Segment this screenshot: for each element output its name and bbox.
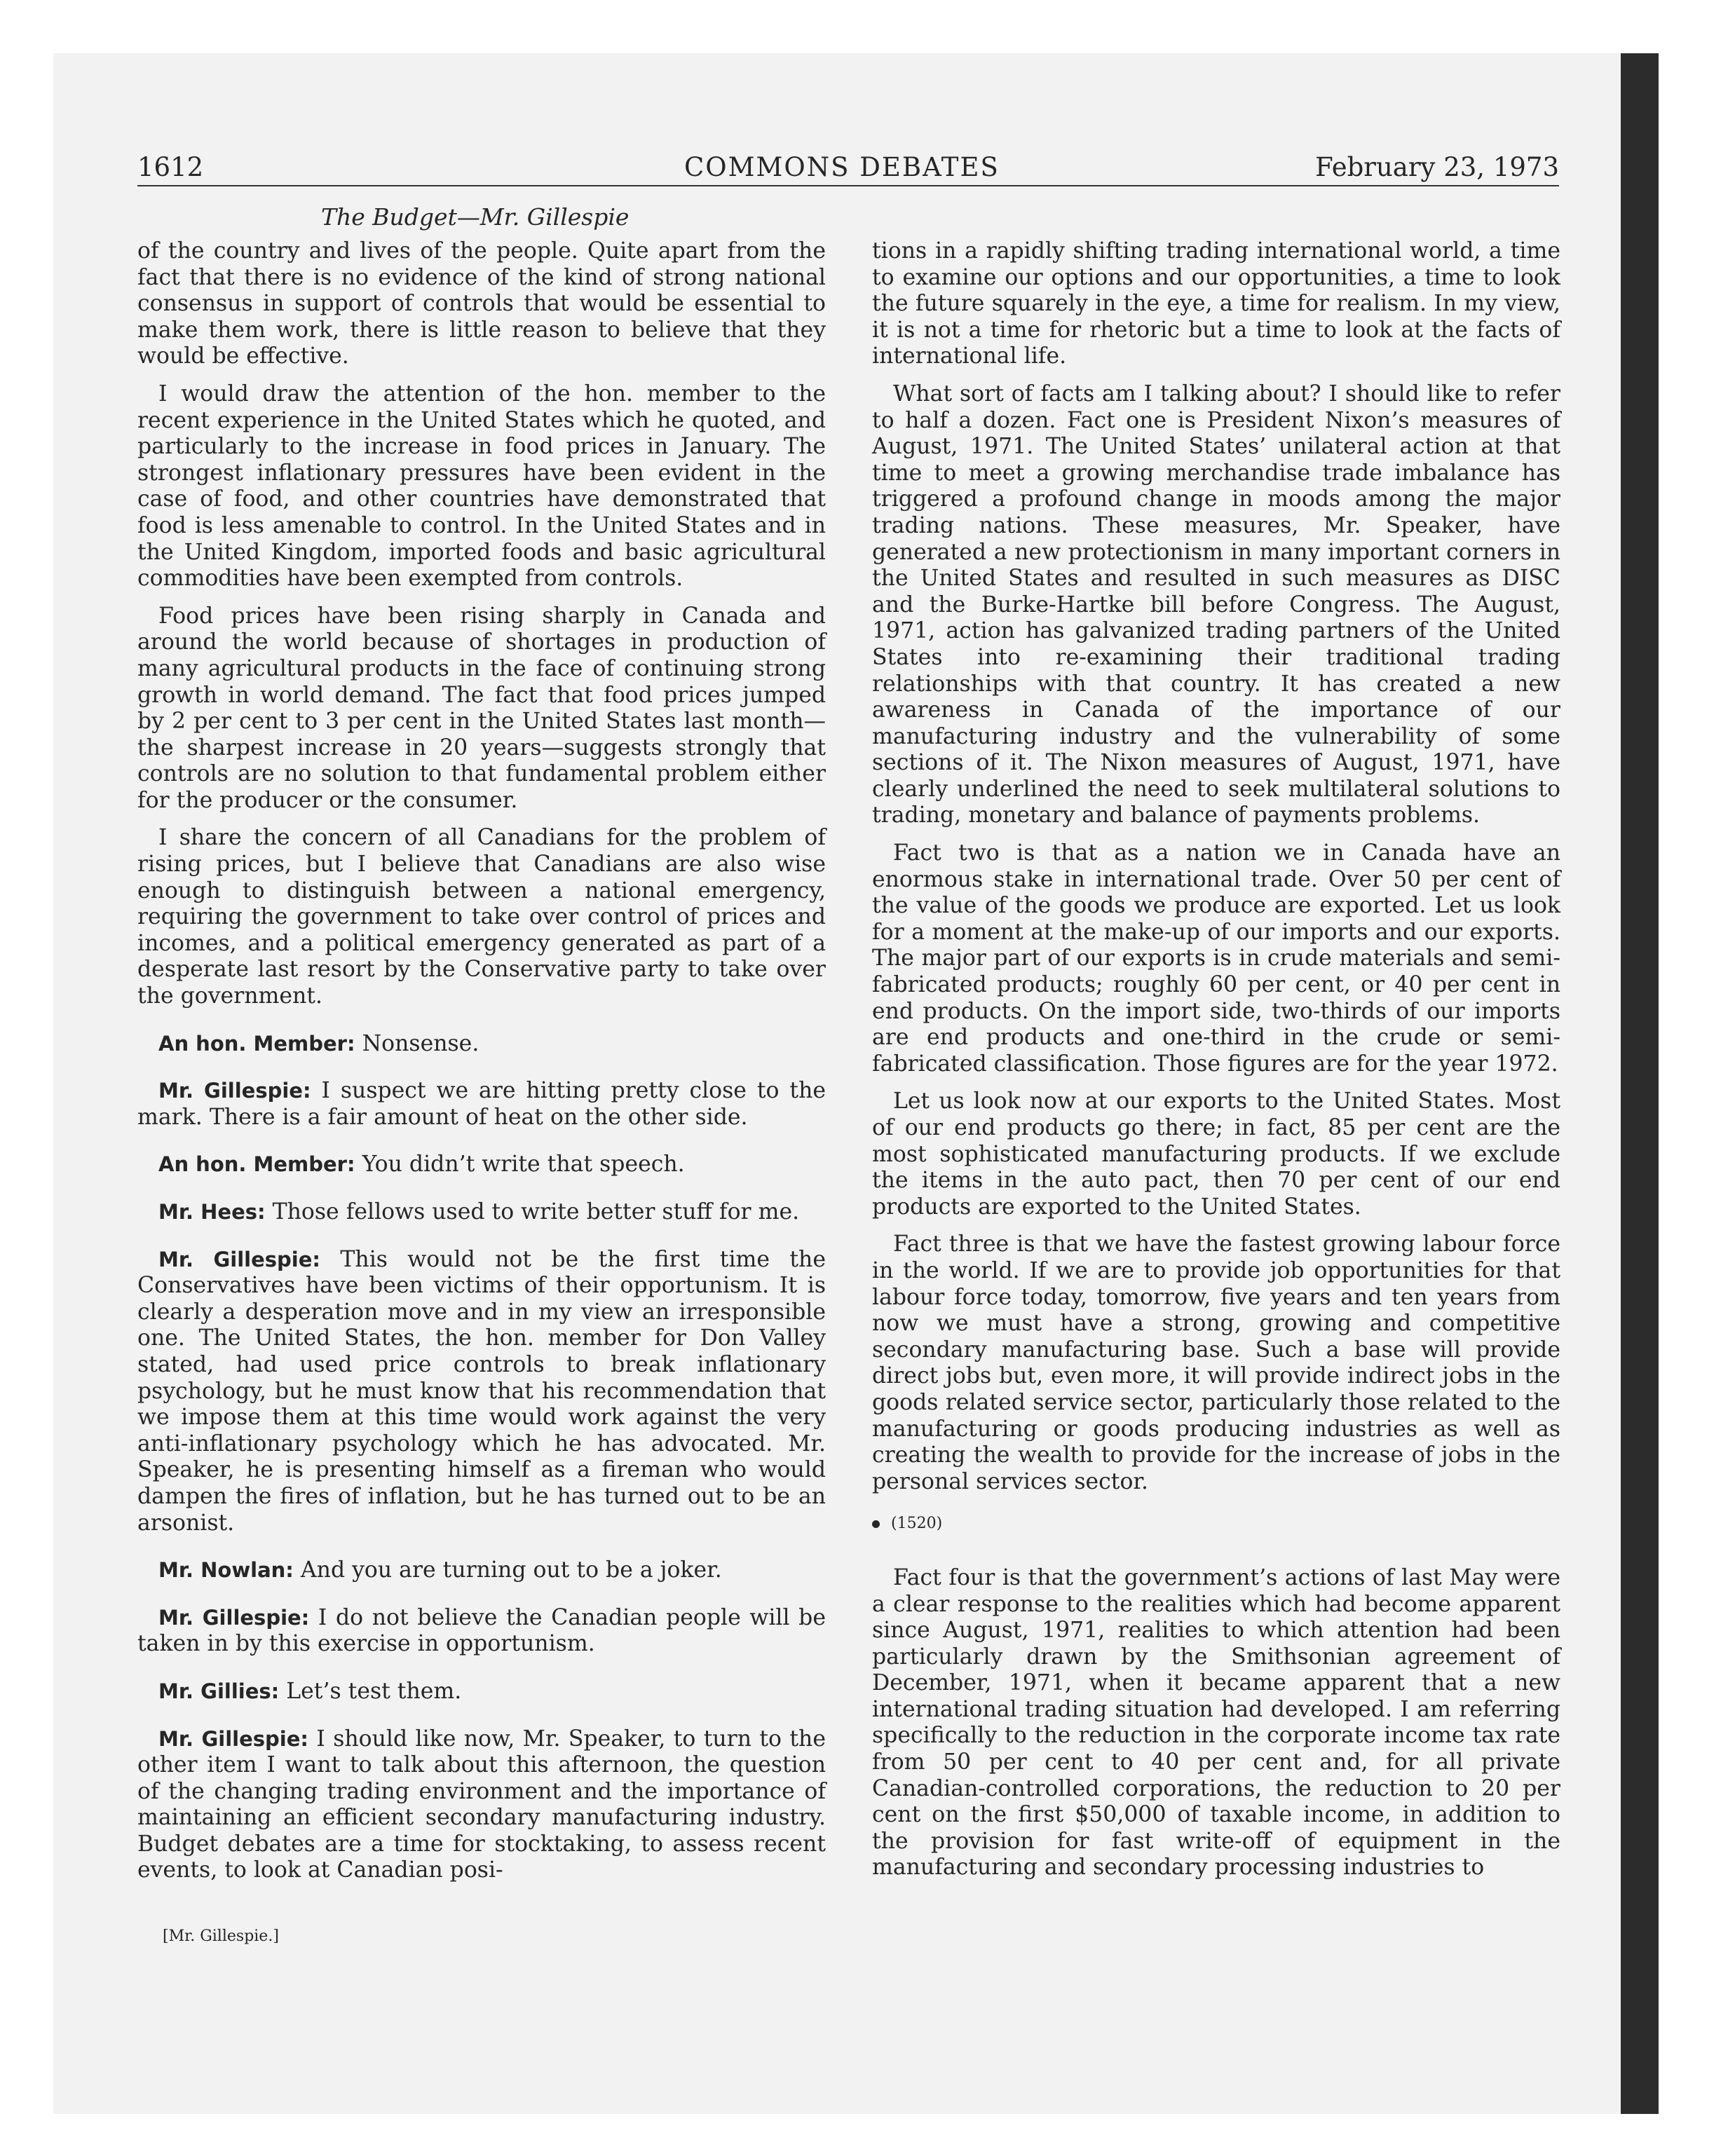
speech-text: This would not be the first time the Conservatives have been victims of their opportunism. It is clearly a desperation move and in my view an irresponsible one. The United States, the hon. member for Don Valley stated, had used price controls to break inflationary psychology, but he must know that his recommendation that we impose them at this time would work against the very anti-inflationary psychology which he has advocated. Mr. Speaker, he is presenting himself as a fireman who would dampen the fires of inflation, but he has turned out to be an arsonist. (137, 1246, 826, 1536)
page-date: February 23, 1973 (1315, 152, 1559, 182)
speech-text: And you are turning out to be a joker. (300, 1557, 722, 1583)
binding-edge (1621, 53, 1659, 2114)
speaker-name: An hon. Member: (158, 1152, 355, 1177)
paragraph-text: Let us look now at our exports to the United States. Most of our end products go there; in fact, 85 per cent are the most sophisticated manufacturing products. If we exclude the items in the auto pact, then 70 per cent of our end products are exported to the United States. (872, 1089, 1560, 1220)
paragraph (872, 381, 1560, 829)
paragraph (872, 238, 1560, 370)
page-header (137, 146, 1559, 186)
speech-entry (137, 1605, 826, 1658)
running-title: COMMONS DEBATES (684, 152, 1000, 182)
speaker-name: Mr. Gillespie: (158, 1247, 321, 1271)
paragraph-text: tions in a rapidly shifting trading international world, a time to examine our options and our opportunities, a time to look the future squarely in the eye, a time for realism. In my view, it is not a time for rhetoric but a time to look at the facts of international life. (872, 238, 1560, 369)
speaker-footer-note: [Mr. Gillespie.] (163, 1928, 279, 1945)
speech-text: Those fellows used to write better stuff for me. (272, 1199, 800, 1224)
speech-entry (137, 1247, 826, 1537)
paragraph (137, 825, 826, 1009)
right-column (872, 238, 1560, 1892)
speech-text: I do not believe the Canadian people will be taken in by this exercise in opportunism. (137, 1604, 826, 1657)
paragraph (872, 1231, 1560, 1495)
page-number: 1612 (137, 152, 204, 182)
speech-entry (137, 1679, 826, 1705)
section-title: The Budget—Mr. Gillespie (321, 203, 630, 231)
speaker-name: Mr. Gillies: (158, 1679, 280, 1703)
speech-text: You didn’t write that speech. (362, 1152, 685, 1178)
speech-entry (137, 1031, 826, 1058)
time-marker (872, 1510, 1560, 1537)
left-column (137, 238, 826, 1895)
paragraph-text: of the country and lives of the people. Quite apart from the fact that there is no evidence of the kind of strong national consensus in support of controls that would be essential to make them work, there is little reason to believe that they would be effective. (137, 238, 826, 369)
paragraph (137, 603, 826, 814)
speaker-name: Mr. Gillespie: (158, 1726, 309, 1751)
speech-entry (137, 1726, 826, 1885)
speaker-name: An hon. Member: (158, 1031, 355, 1056)
paragraph-text: Fact four is that the government’s actions of last May were a clear response to the realities which had become apparent since August, 1971, realities to which attention had been particularly drawn by the Smithsonian agreement of December, 1971, when it became apparent that a new international trading situation had developed. I am referring specifically to the reduction in the corporate income tax rate from 50 per cent to 40 per cent and, for all private Canadian-controlled corporations, the reduction to 20 per cent on the first $50,000 of taxable income, in addition to the provision for fast write-off of equipment in the manufacturing and secondary processing industries to (872, 1564, 1560, 1881)
paragraph-text: I would draw the attention of the hon. member to the recent experience in the United States which he quoted, and particularly to the increase in food prices in January. The strongest inflationary pressures have been evident in the case of food, and other countries have demonstrated that food is less amenable to control. In the United States and in the United Kingdom, imported foods and basic agricultural commodities have been exempted from controls. (137, 381, 826, 592)
paragraph-text: I share the concern of all Canadians for the problem of rising prices, but I believe that Canadians are also wise enough to distinguish between a national emergency, requiring the government to take over control of prices and incomes, and a political emergency generated as part of a desperate last resort by the Conservative party to take over the government. (137, 825, 826, 1009)
speech-entry (137, 1078, 826, 1131)
paragraph-text: Food prices have been rising sharply in Canada and around the world because of shortages in production of many agricultural products in the face of continuing strong growth in world demand. The fact that food prices jumped by 2 per cent to 3 per cent in the United States last month—the sharpest increase in 20 years—suggests strongly that controls are no solution to that fundamental problem either for the producer or the consumer. (137, 603, 826, 813)
paragraph-text: Fact two is that as a nation we in Canada have an enormous stake in international trade. Over 50 per cent of the value of the goods we produce are exported. Let us look for a moment at the make-up of our imports and our exports. The major part of our exports is in crude materials and semi-fabricated products; roughly 60 per cent, or 40 per cent in end products. On the import side, two-thirds of our imports are end products and one-third in the crude or semi-fabricated classification. Those figures are for the year 1972. (872, 840, 1560, 1077)
paragraph (872, 1565, 1560, 1881)
speaker-name: Mr. Gillespie: (158, 1605, 310, 1630)
speech-entry (137, 1152, 826, 1178)
time-marker-text: (1520) (891, 1515, 943, 1533)
paragraph-text: What sort of facts am I talking about? I should like to refer to half a dozen. Fact one is President Nixon’s measures of August, 1971. The United States’ unilateral action at that time to meet a growing merchandise trade imbalance has triggered a profound change in moods among the major trading nations. These measures, Mr. Speaker, have generated a new protectionism in many important corners in the United States and resulted in such measures as DISC and the Burke-Hartke bill before Congress. The August, 1971, action has galvanized trading partners of the United States into re-examining their traditional trading relationships with that country. It has created a new awareness in Canada of the importance of our manufacturing industry and the vulnerability of some sections of it. The Nixon measures of August, 1971, have clearly underlined the need to seek multilateral solutions to trading, monetary and balance of payments problems. (872, 381, 1560, 828)
speech-text: I should like now, Mr. Speaker, to turn to the other item I want to talk about this afternoon, the question of the changing trading environment and the importance of maintaining an efficient secondary manufacturing industry. Budget debates are a time for stocktaking, to assess recent events, to look at Canadian posi- (137, 1726, 826, 1883)
speaker-name: Mr. Hees: (158, 1200, 266, 1224)
speech-text: Let’s test them. (286, 1678, 462, 1704)
paragraph (872, 840, 1560, 1077)
speech-entry (137, 1199, 826, 1226)
speech-entry (137, 1557, 826, 1584)
paragraph (137, 238, 826, 370)
speaker-name: Mr. Gillespie: (158, 1079, 311, 1103)
paragraph-text: Fact three is that we have the fastest growing labour force in the world. If we are to provide job opportunities for that labour force today, tomorrow, five years and ten years from now we must have a strong, growing and competitive secondary manufacturing base. Such a base will provide direct jobs but, even more, it will provide indirect jobs in the goods related service sector, particularly those related to the manufacturing or goods producing industries as well as creating the wealth to provide for the increase of jobs in the personal services sector. (872, 1231, 1560, 1494)
paragraph (137, 381, 826, 592)
bullet-icon (872, 1520, 880, 1528)
paragraph (872, 1089, 1560, 1220)
speaker-name: Mr. Nowlan: (158, 1558, 294, 1583)
speech-text: I suspect we are hitting pretty close to the mark. There is a fair amount of heat on the other side. (137, 1078, 826, 1130)
speech-text: Nonsense. (362, 1030, 479, 1056)
